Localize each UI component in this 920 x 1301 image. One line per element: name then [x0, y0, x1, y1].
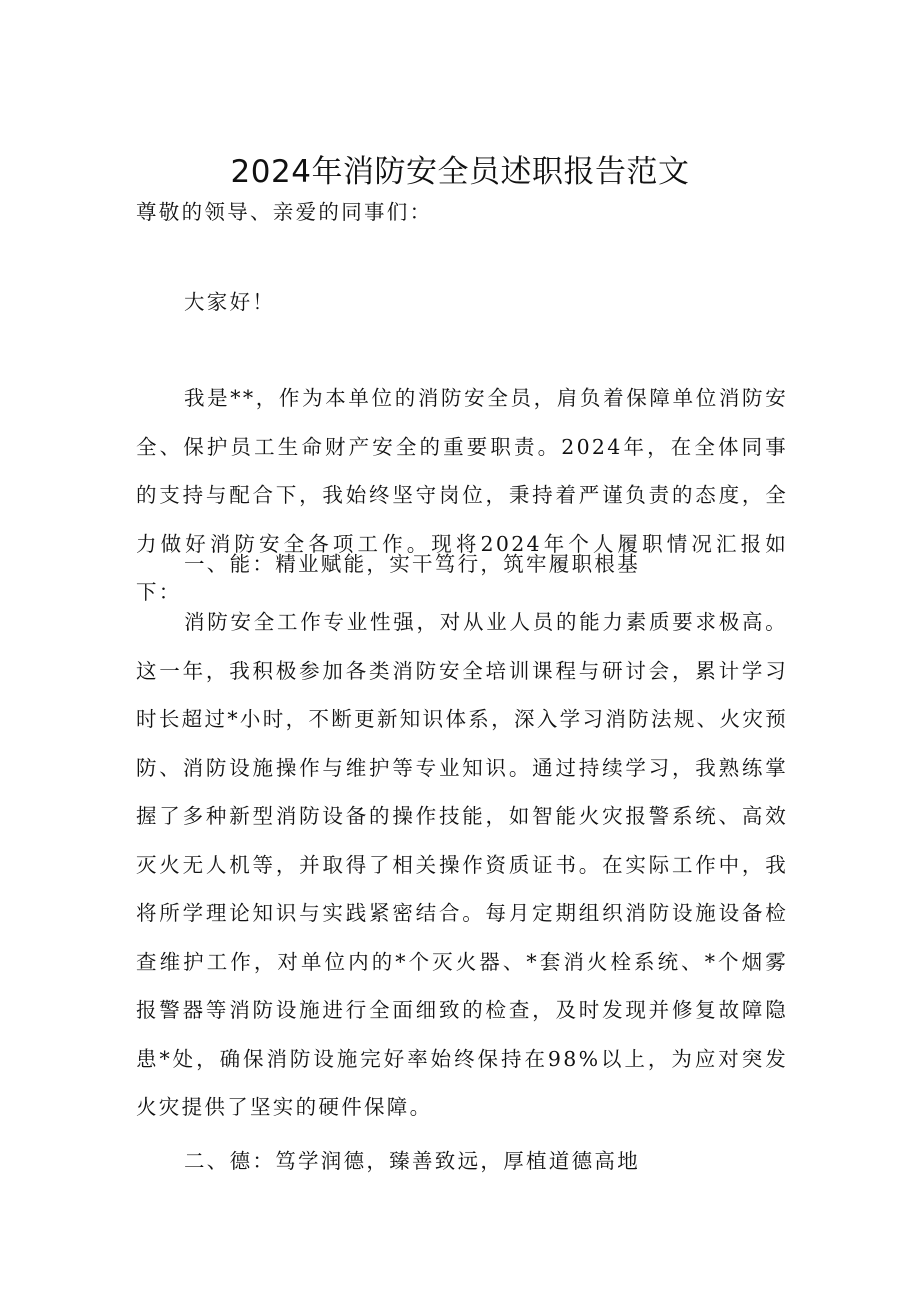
intro-paragraph: 我是**，作为本单位的消防安全员，肩负着保障单位消防安全、保护员工生命财产安全的重要职责。2024年，在全体同事的支持与配合下，我始终坚守岗位，秉持着严谨负责的态度，全力做好消防安全各项工作。现将2024年个人履职情况汇报如下：: [136, 386, 788, 604]
greeting-line: 大家好！: [184, 290, 276, 314]
salutation-line: 尊敬的领导、亲爱的同事们：: [136, 200, 433, 224]
section-1-heading: 一、能：精业赋能，实干笃行，筑牢履职根基: [184, 552, 640, 576]
section-2-heading: 二、德：笃学润德，臻善致远，厚植道德高地: [184, 1149, 640, 1173]
section-1-body: 消防安全工作专业性强，对从业人员的能力素质要求极高。这一年，我积极参加各类消防安全培训课程与研讨会，累计学习时长超过*小时，不断更新知识体系，深入学习消防法规、火灾预防、消防设施操作与维护等专业知识。通过持续学习，我熟练掌握了多种新型消防设备的操作技能，如智能火灾报警系统、高效灭火无人机等，并取得了相关操作资质证书。在实际工作中，我将所学理论知识与实践紧密结合。每月定期组织消防设施设备检查维护工作，对单位内的*个灭火器、*套消火栓系统、*个烟雾报警器等消防设施进行全面细致的检查，及时发现并修复故障隐患*处，确保消防设施完好率始终保持在98%以上，为应对突发火灾提供了坚实的硬件保障。: [136, 610, 788, 1119]
document-title: 2024年消防安全员述职报告范文: [230, 154, 690, 190]
